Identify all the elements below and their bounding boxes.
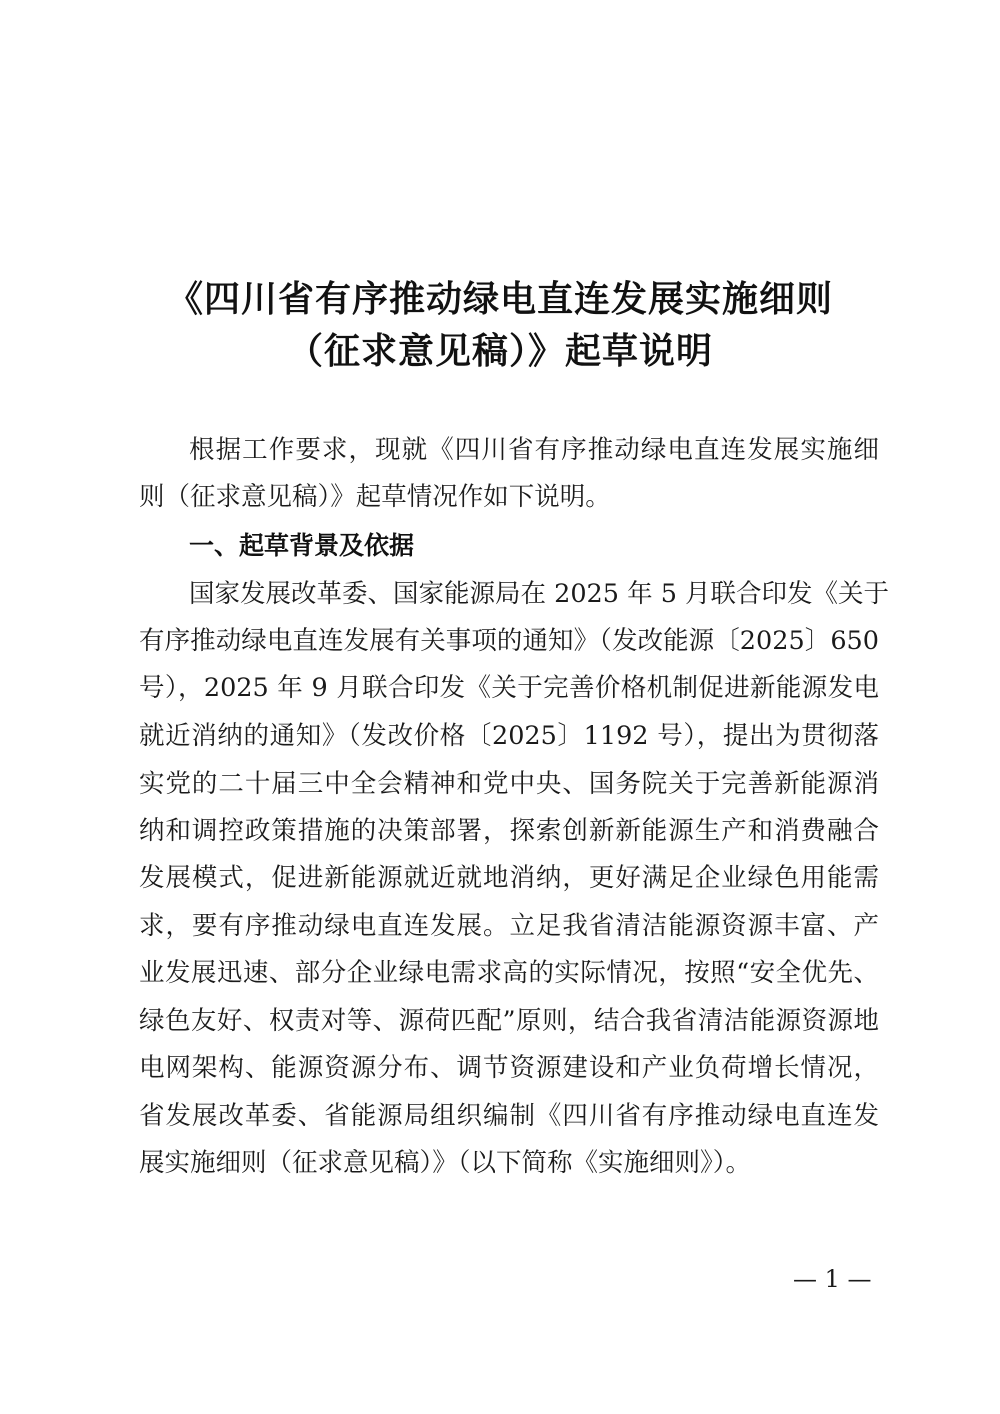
section-paragraph-line: 发展模式，促进新能源就近就地消纳，更好满足企业绿色用能需 [139, 863, 879, 893]
intro-paragraph-line: 根据工作要求，现就《四川省有序推动绿电直连发展实施细 [189, 435, 879, 465]
intro-paragraph-line: 则（征求意见稿）》起草情况作如下说明。 [139, 482, 611, 512]
section-heading: 一、起草背景及依据 [189, 531, 415, 560]
section-paragraph-line: 就近消纳的通知》（发改价格〔2025〕1192 号），提出为贯彻落 [139, 721, 879, 751]
section-paragraph-line: 有序推动绿电直连发展有关事项的通知》（发改能源〔2025〕650 [139, 626, 879, 656]
page-number: — 1 — [793, 1265, 872, 1293]
section-paragraph-line: 业发展迅速、部分企业绿电需求高的实际情况，按照“安全优先、 [139, 958, 879, 988]
document-title-line-1: 《四川省有序推动绿电直连发展实施细则 [166, 279, 833, 320]
section-paragraph-line: 求，要有序推动绿电直连发展。立足我省清洁能源资源丰富、产 [139, 911, 879, 941]
section-paragraph-line: 号），2025 年 9 月联合印发《关于完善价格机制促进新能源发电 [139, 673, 879, 703]
section-paragraph-line: 国家发展改革委、国家能源局在 2025 年 5 月联合印发《关于 [189, 579, 890, 609]
section-paragraph-line: 纳和调控政策措施的决策部署，探索创新新能源生产和消费融合 [139, 816, 879, 846]
section-paragraph-line: 绿色友好、权责对等、源荷匹配”原则，结合我省清洁能源资源地 [139, 1006, 879, 1036]
section-paragraph-line: 实党的二十届三中全会精神和党中央、国务院关于完善新能源消 [139, 769, 879, 799]
section-paragraph-line: 电网架构、能源资源分布、调节资源建设和产业负荷增长情况， [139, 1053, 879, 1083]
document-title-line-2: （征求意见稿）》起草说明 [286, 331, 713, 372]
section-paragraph-line: 省发展改革委、省能源局组织编制《四川省有序推动绿电直连发 [139, 1101, 879, 1131]
section-paragraph-line: 展实施细则（征求意见稿）》（以下简称《实施细则》）。 [139, 1148, 752, 1178]
